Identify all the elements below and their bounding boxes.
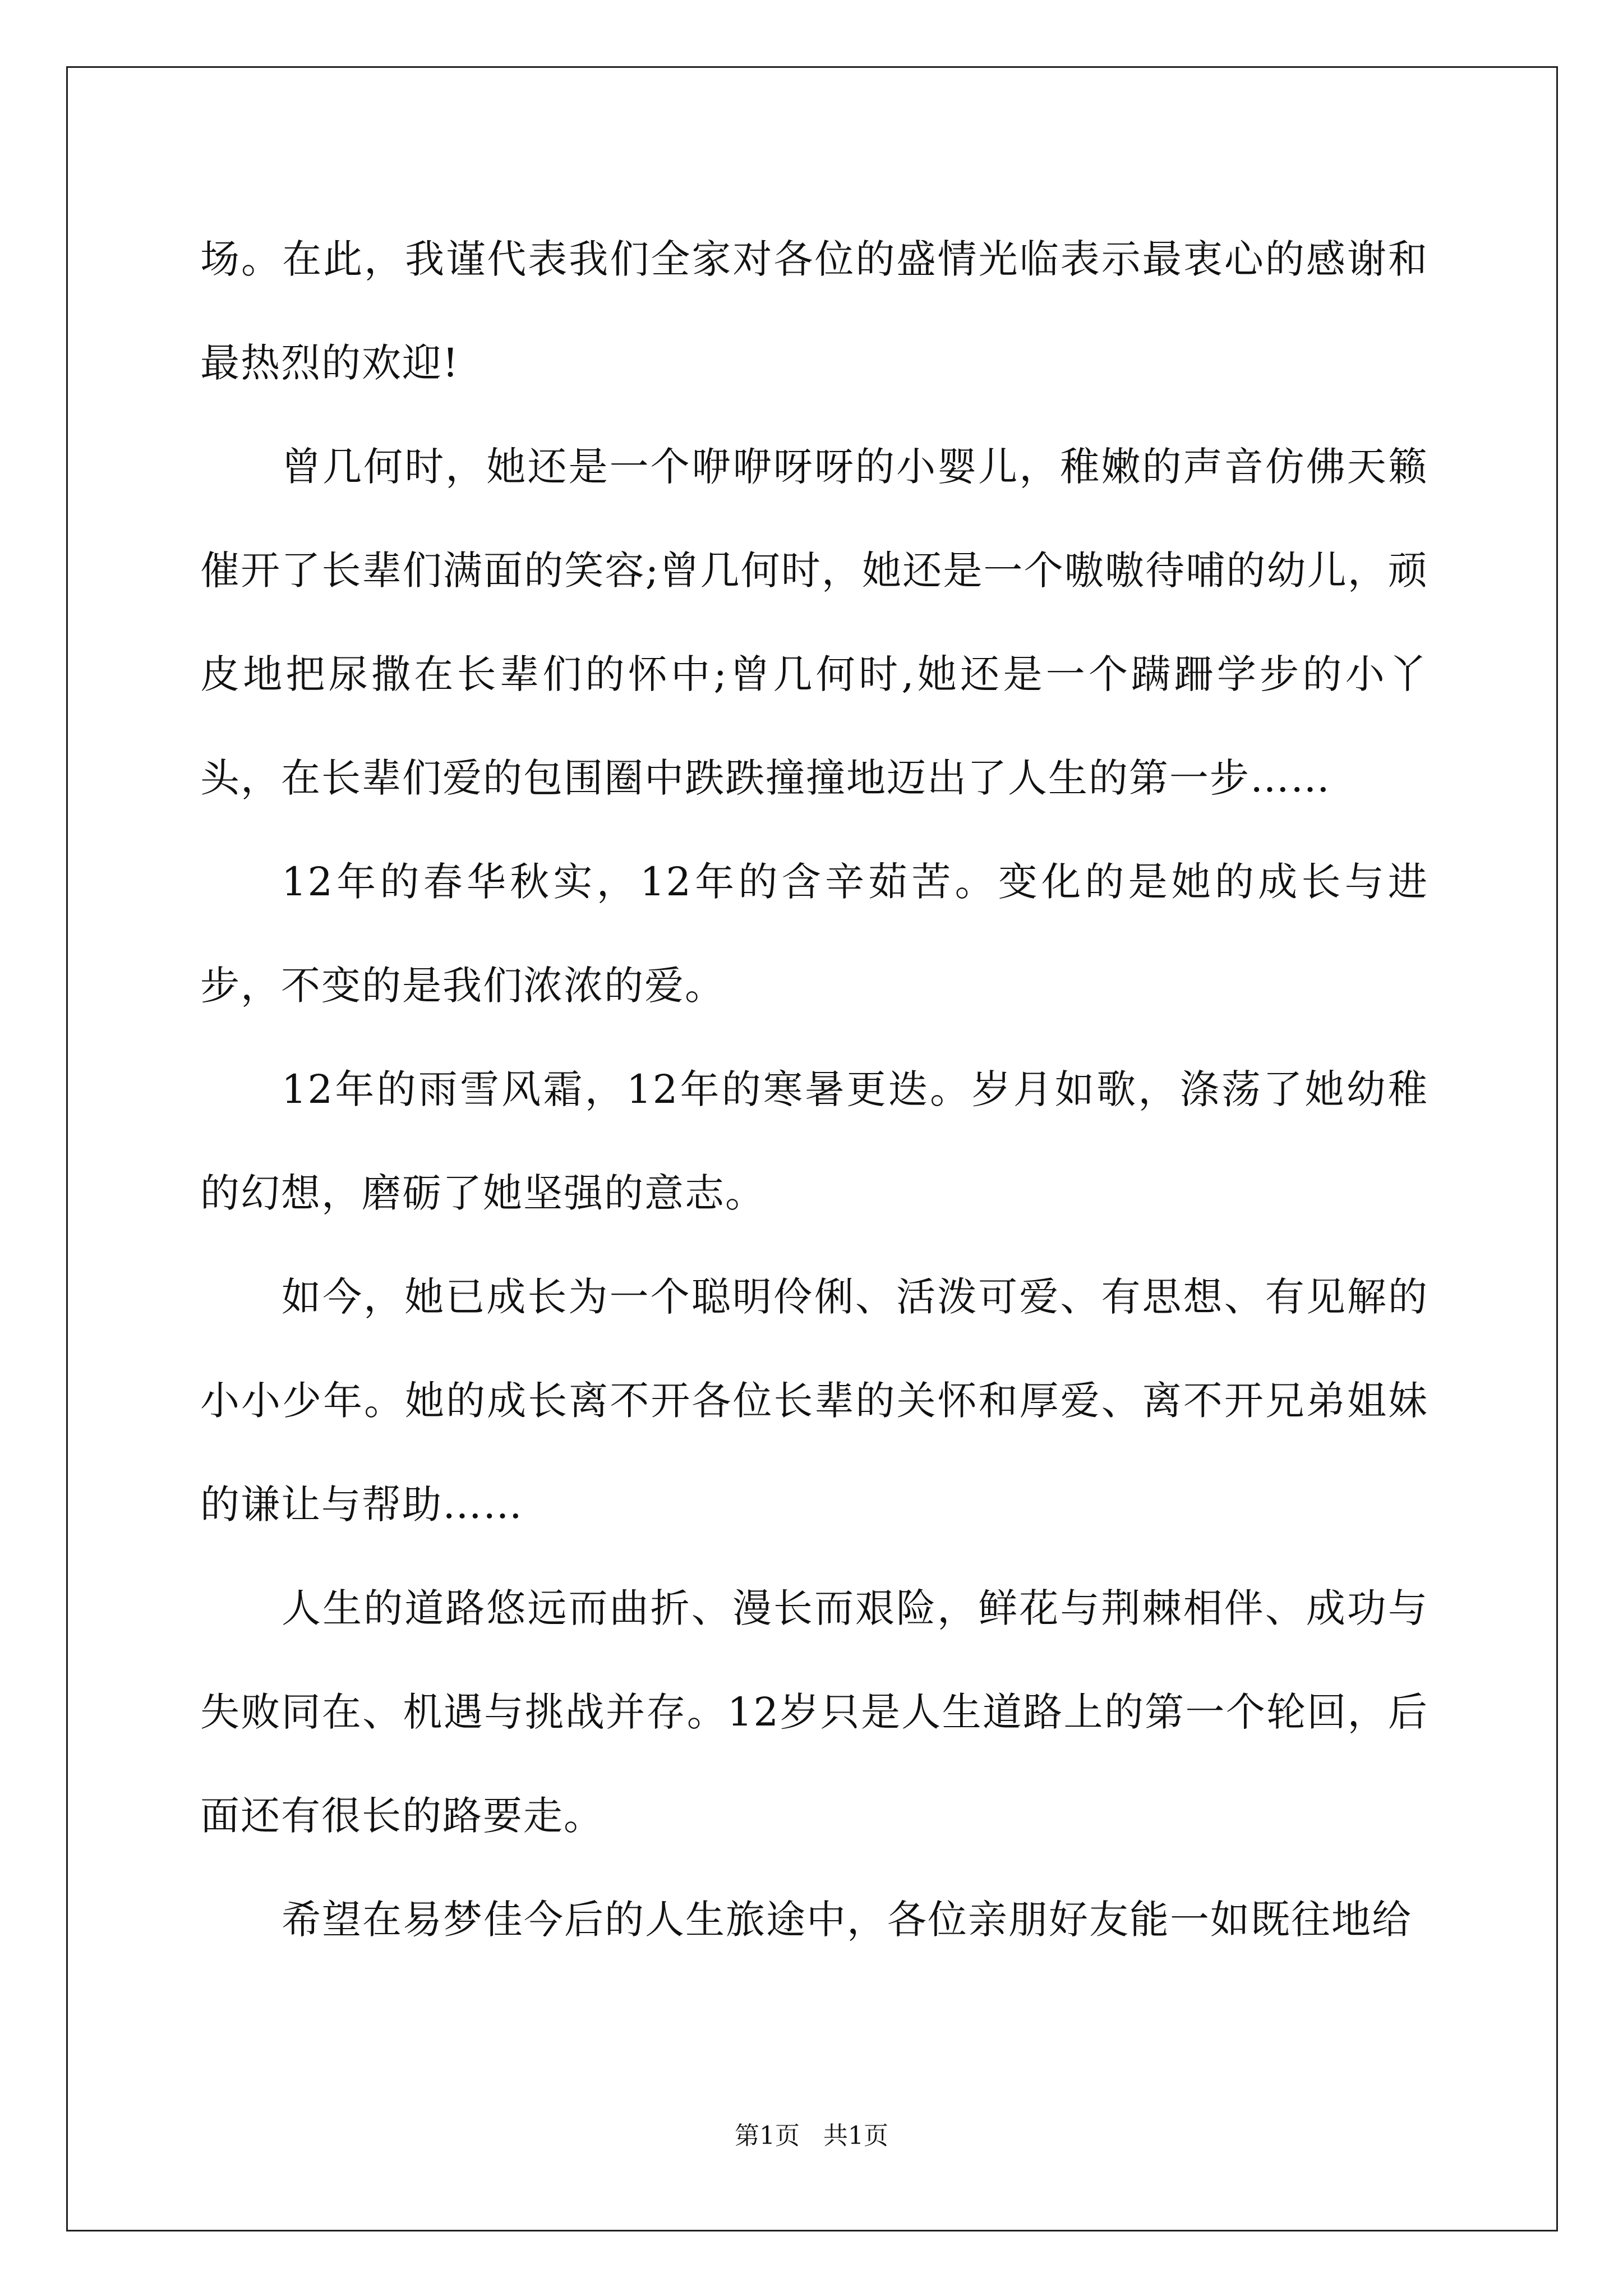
paragraph: 12年的春华秋实，12年的含辛茹苦。变化的是她的成长与进步，不变的是我们浓浓的爱。: [200, 859, 1428, 1009]
paragraph: 场。在此，我谨代表我们全家对各位的盛情光临表示最衷心的感谢和最热烈的欢迎!: [200, 236, 1428, 386]
document-body: [200, 208, 1428, 1972]
paragraph: 人生的道路悠远而曲折、漫长而艰险，鲜花与荆棘相伴、成功与失败同在、机遇与挑战并存。12岁只是人生道路上的第一个轮回，后面还有很长的路要走。: [200, 1585, 1428, 1839]
paragraph: 希望在易梦佳今后的人生旅途中，各位亲朋好友能一如既往地给: [282, 1897, 1412, 1943]
paragraph: 12年的雨雪风霜，12年的寒暑更迭。岁月如歌，涤荡了她幼稚的幻想，磨砺了她坚强的意志。: [200, 1066, 1428, 1216]
page-number-footer: 第1页 共1页: [735, 2122, 888, 2150]
paragraph: 如今，她已成长为一个聪明伶俐、活泼可爱、有思想、有见解的小小少年。她的成长离不开各位长辈的关怀和厚爱、离不开兄弟姐妹的谦让与帮助……: [200, 1274, 1428, 1527]
paragraph: 曾几何时，她还是一个咿咿呀呀的小婴儿，稚嫩的声音仿佛天籁催开了长辈们满面的笑容;曾几何时，她还是一个嗷嗷待哺的幼儿，顽皮地把尿撒在长辈们的怀中;曾几何时,她还是一个蹒跚学步的小丫头，在长辈们爱的包围圈中跌跌撞撞地迈出了人生的第一步……: [200, 444, 1428, 801]
